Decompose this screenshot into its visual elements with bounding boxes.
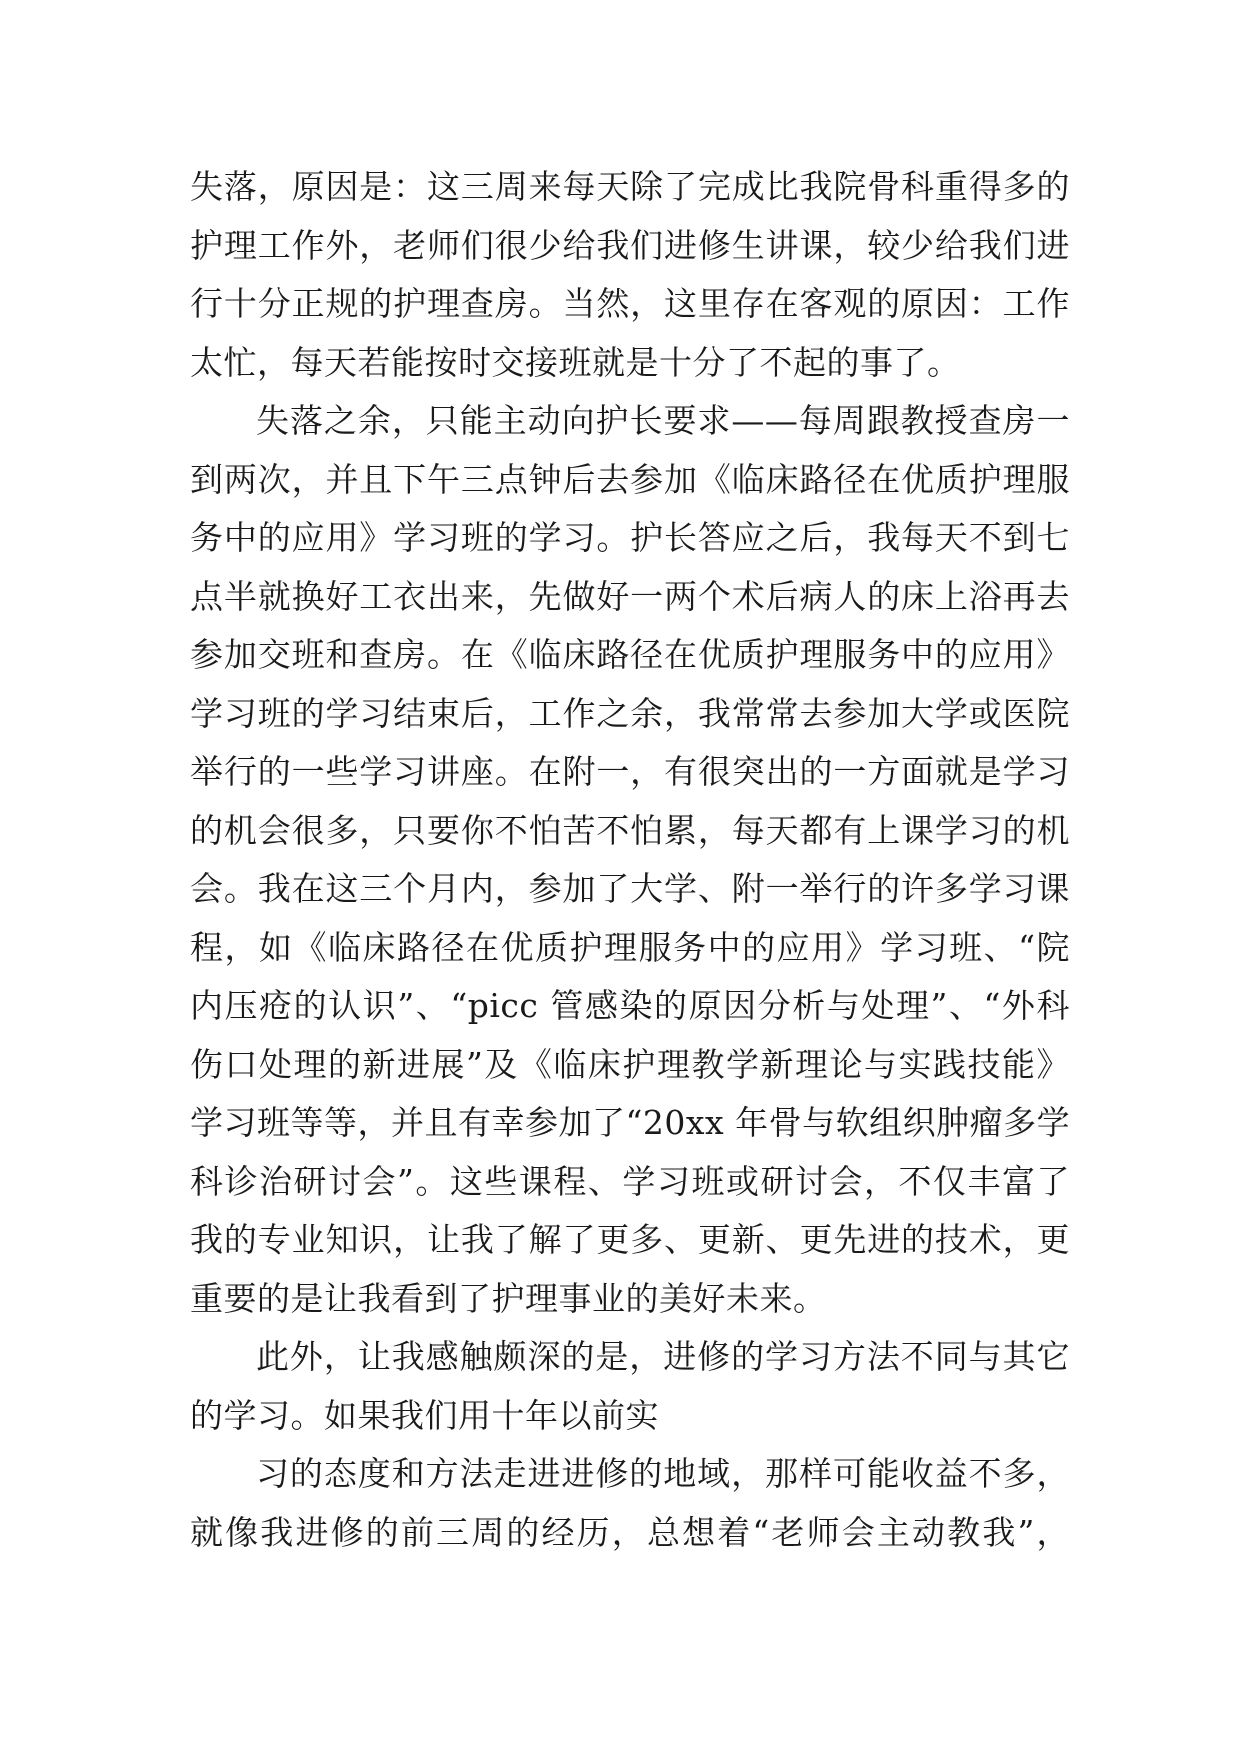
text-line: 到两次，并且下午三点钟后去参加《临床路径在优质护理服 xyxy=(190,459,1070,499)
text-line: 我的专业知识，让我了解了更多、更新、更先进的技术，更 xyxy=(190,1220,1070,1259)
text-line: 的机会很多，只要你不怕苦不怕累，每天都有上课学习的机 xyxy=(190,810,1070,850)
text-line: 学习班等等，并且有幸参加了“20xx 年骨与软组织肿瘤多学 xyxy=(190,1103,1071,1142)
body-text xyxy=(190,158,1070,1562)
text-line: 此外，让我感触颇深的是，进修的学习方法不同与其它 xyxy=(256,1337,1070,1376)
text-line: 行十分正规的护理查房。当然，这里存在客观的原因：工作 xyxy=(190,284,1070,323)
text-line: 会。我在这三个月内，参加了大学、附一举行的许多学习课 xyxy=(190,869,1070,908)
text-line: 内压疮的认识”、“picc 管感染的原因分析与处理”、“外科 xyxy=(190,986,1070,1025)
text-line: 点半就换好工衣出来，先做好一两个术后病人的床上浴再去 xyxy=(190,576,1070,616)
text-line: 程，如《临床路径在优质护理服务中的应用》学习班、“院 xyxy=(190,927,1070,967)
text-line: 参加交班和查房。在《临床路径在优质护理服务中的应用》 xyxy=(190,635,1070,674)
text-line: 习的态度和方法走进进修的地域，那样可能收益不多， xyxy=(256,1454,1070,1493)
text-line: 学习班的学习结束后，工作之余，我常常去参加大学或医院 xyxy=(190,693,1070,733)
text-line: 务中的应用》学习班的学习。护长答应之后，我每天不到七 xyxy=(190,518,1070,557)
text-line: 失落之余，只能主动向护长要求——每周跟教授查房一 xyxy=(256,401,1070,440)
text-line: 伤口处理的新进展”及《临床护理教学新理论与实践技能》 xyxy=(190,1044,1070,1084)
text-line: 科诊治研讨会”。这些课程、学习班或研讨会，不仅丰富了 xyxy=(190,1161,1070,1201)
text-line: 失落，原因是：这三周来每天除了完成比我院骨科重得多的 xyxy=(190,167,1070,206)
text-line: 重要的是让我看到了护理事业的美好未来。 xyxy=(190,1278,827,1318)
text-line: 太忙，每天若能按时交接班就是十分了不起的事了。 xyxy=(190,342,961,382)
text-line: 举行的一些学习讲座。在附一，有很突出的一方面就是学习 xyxy=(190,752,1070,791)
text-line: 护理工作外，老师们很少给我们进修生讲课，较少给我们进 xyxy=(190,225,1070,265)
text-line: 的学习。如果我们用十年以前实 xyxy=(190,1395,659,1435)
text-line: 就像我进修的前三周的经历，总想着“老师会主动教我”， xyxy=(190,1512,1070,1552)
